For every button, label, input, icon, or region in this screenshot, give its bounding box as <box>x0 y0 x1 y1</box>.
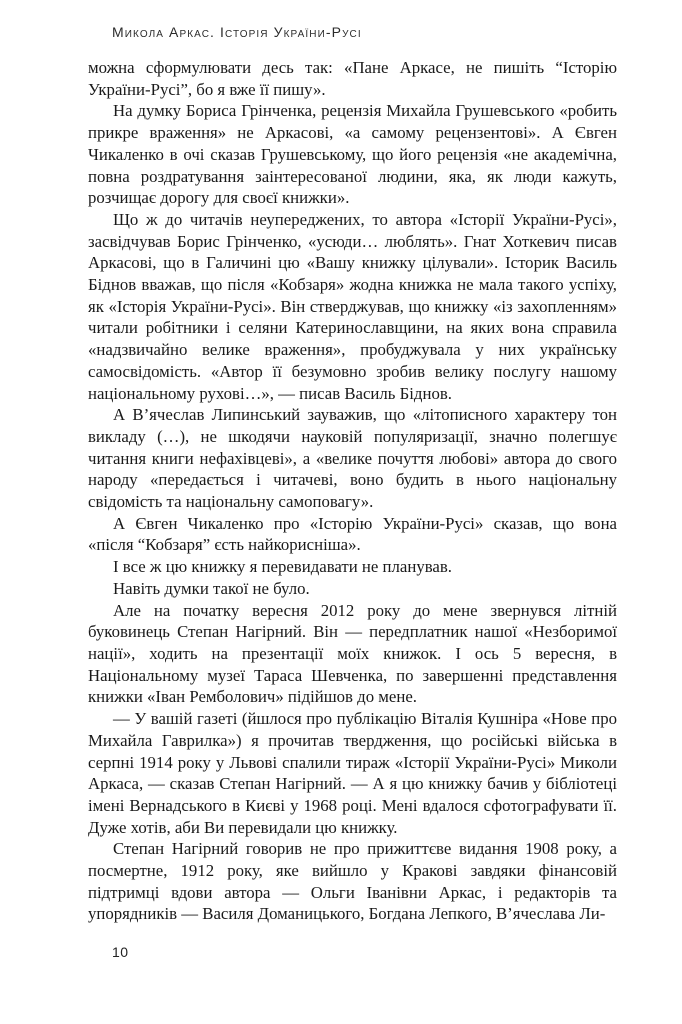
paragraph: А В’ячеслав Липинський зауважив, що «літописного характеру тон викладу (…), не шкодячи науковій популяризації, значно полегшує читання книги нефахівцеві», а «велике почуття любові» автора до свого народу «передається і читачеві, воно будить в нього національну свідомість та національну самоповагу». <box>88 405 617 512</box>
paragraph: Степан Нагірний говорив не про прижиттєве видання 1908 року, а посмертне, 1912 року, яке вийшло у Кракові завдяки фінансовій підтримці вдови автора — Ольги Іванівни Аркас, і редакторів та упорядників — Василя Доманицького, Богдана Лепкого, В’ячеслава Ли- <box>88 839 617 924</box>
running-header: Микола Аркас. Історія України-Русі <box>112 24 362 40</box>
page-number: 10 <box>112 944 129 960</box>
paragraph: І все ж цю книжку я перевидавати не планував. <box>113 557 452 577</box>
paragraph: можна сформулювати десь так: «Пане Аркасе, не пишіть “Історію України-Русі”, бо я вже її пишу». <box>88 58 617 99</box>
paragraph: Але на початку вересня 2012 року до мене звернувся літній буковинець Степан Нагірний. Він — передплатник нашої «Незборимої нації», ходить на презентації моїх книжок. І ось 5 вересня, в Національному музеї Тараса Шевченка, по завершенні представлення книжки «Іван Ремболович» підійшов до мене. <box>88 600 617 707</box>
page-body <box>88 57 617 925</box>
paragraph: — У вашій газеті (йшлося про публікацію Віталія Кушніра «Нове про Михайла Гаврилка») я прочитав твердження, що російські війська в серпні 1914 року у Львові спалили тираж «Історії України-Русі» Миколи Аркаса, — сказав Степан Нагірний. — А я цю книжку бачив у бібліотеці імені Вернадського в Києві у 1968 році. Мені вдалося сфотографувати її. Дуже хотів, аби Ви перевидали цю книжку. <box>88 709 617 837</box>
paragraph: Навіть думки такої не було. <box>113 578 310 598</box>
paragraph: А Євген Чикаленко про «Історію України-Русі» сказав, що вона «після “Кобзаря” єсть найкорисніша». <box>88 513 617 555</box>
paragraph: На думку Бориса Грінченка, рецензія Михайла Грушевського «робить прикре враження» не Аркасові, «а самому рецензентові». А Євген Чикаленко в очі сказав Грушевському, що його рецензія «не академічна, повна роздратування заінтересованої людини, яка, як люди кажуть, розчищає дорогу для своєї книжки». <box>88 101 617 208</box>
paragraph: Що ж до читачів неупереджених, то автора «Історії України-Русі», засвідчував Борис Грінченко, «усюди… люблять». Гнат Хоткевич писав Аркасові, що в Галичині цю «Вашу книжку цілували». Історик Василь Біднов вважав, що після «Кобзаря» жодна книжка не мала такого успіху, як «Історія України-Русі». Він стверджував, що книжку «із захопленням» читали робітники і селяни Катеринославщини, на яких вона справила «надзвичайно велике враження», пробуджувала у них українську самосвідомість. «Автор її безумовно зробив велику послугу нашому національному рухові…», — писав Василь Біднов. <box>88 209 617 403</box>
